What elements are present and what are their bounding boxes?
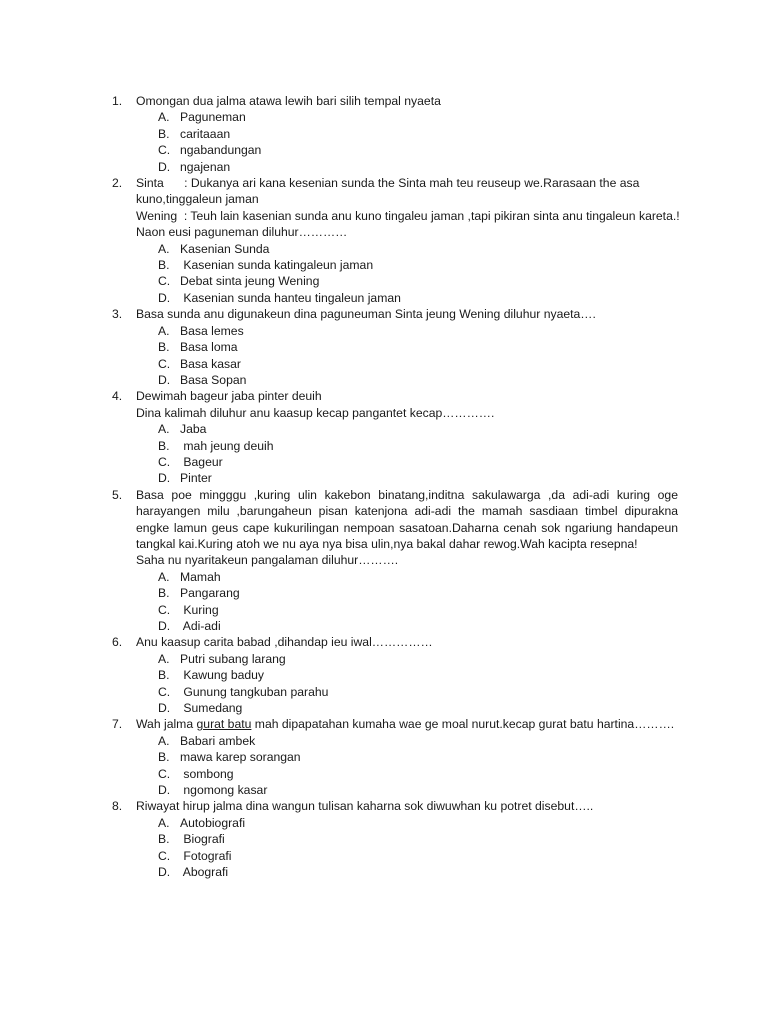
option-list: [158, 815, 678, 881]
option-list: [158, 323, 678, 389]
option-text: mawa karep sorangan: [180, 750, 301, 765]
question-number: 2.: [112, 176, 123, 191]
option-letter: A.: [158, 110, 170, 125]
option-d: [158, 159, 678, 175]
option-letter: C.: [158, 766, 171, 781]
option-list: [158, 651, 678, 717]
option-text: Basa loma: [180, 340, 238, 355]
question-number: 8.: [112, 799, 123, 814]
option-letter: D.: [158, 865, 171, 880]
option-text: sombong: [180, 766, 234, 781]
option-letter: D.: [158, 290, 171, 305]
question-6: [0, 634, 768, 716]
option-b: [158, 667, 678, 683]
option-text: Kasenian sunda katingaleun jaman: [180, 258, 374, 273]
option-letter: C.: [158, 356, 171, 371]
option-letter: B.: [158, 750, 170, 765]
option-list: [158, 733, 678, 799]
option-c: [158, 848, 678, 864]
option-text: ngajenan: [180, 159, 231, 174]
option-letter: C.: [158, 684, 171, 699]
option-c: [158, 356, 678, 372]
option-letter: C.: [158, 454, 171, 469]
question-number: 3.: [112, 307, 123, 322]
option-text: Gunung tangkuban parahu: [180, 684, 329, 699]
option-text: Biografi: [180, 832, 225, 847]
option-a: [158, 241, 678, 257]
option-letter: B.: [158, 586, 170, 601]
question-7: [0, 716, 768, 798]
option-text: mah jeung deuih: [180, 438, 274, 453]
option-letter: D.: [158, 619, 171, 633]
option-letter: D.: [158, 783, 171, 798]
option-list: [158, 241, 678, 307]
option-text: Debat sinta jeung Wening: [180, 274, 320, 289]
option-a: [158, 651, 678, 667]
option-letter: B.: [158, 438, 170, 453]
option-text: Putri subang larang: [180, 651, 286, 666]
option-text: Pangarang: [180, 586, 240, 601]
question-text: Naon eusi paguneman diluhur…………: [136, 225, 348, 240]
option-text: Babari ambek: [180, 733, 256, 748]
option-text: Abografi: [180, 865, 229, 880]
question-2: [0, 175, 768, 306]
option-text: Bageur: [180, 454, 223, 469]
option-text: Fotografi: [180, 848, 232, 863]
question-3: [0, 306, 768, 388]
option-text: Autobiografi: [180, 815, 246, 830]
option-text: Jaba: [180, 422, 207, 437]
question-text: Dina kalimah diluhur anu kaasup kecap pangantet kecap………….: [136, 405, 495, 420]
option-text: caritaaan: [180, 126, 231, 141]
option-c: [158, 142, 678, 158]
option-d: [158, 782, 678, 798]
option-letter: A.: [158, 815, 170, 830]
option-letter: A.: [158, 241, 170, 256]
option-b: [158, 831, 678, 847]
question-number: 5.: [112, 487, 123, 502]
option-text: ngomong kasar: [180, 783, 268, 798]
option-c: [158, 454, 678, 470]
option-c: [158, 602, 678, 618]
dialogue-line-sinta-continued: kuno,tinggaleun jaman: [136, 192, 259, 207]
option-text: Basa kasar: [180, 356, 241, 371]
option-letter: B.: [158, 668, 170, 683]
option-letter: B.: [158, 258, 170, 273]
question-4: [0, 388, 768, 486]
option-b: [158, 126, 678, 142]
option-a: [158, 815, 678, 831]
question-text: Basa sunda anu digunakeun dina paguneuman Sinta jeung Wening diluhur nyaeta….: [136, 307, 596, 322]
option-b: [158, 585, 678, 601]
option-b: [158, 438, 678, 454]
option-letter: A.: [158, 422, 170, 437]
option-list: [158, 109, 678, 175]
question-number: 6.: [112, 635, 123, 650]
option-list: [158, 421, 678, 487]
option-letter: D.: [158, 159, 171, 174]
option-text: Paguneman: [180, 110, 246, 125]
option-letter: B.: [158, 126, 170, 141]
option-a: [158, 733, 678, 749]
question-sentence: Dewimah bageur jaba pinter deuih: [136, 389, 322, 404]
question-number: 7.: [112, 717, 123, 732]
option-list: [158, 569, 678, 635]
question-text: Riwayat hirup jalma dina wangun tulisan kaharna sok diwuwhan ku potret disebut…..: [136, 799, 594, 814]
option-text: Pinter: [180, 471, 212, 486]
question-8: [0, 798, 768, 880]
option-text: Mamah: [180, 569, 221, 584]
option-letter: D.: [158, 701, 171, 716]
question-list: [0, 93, 768, 881]
option-c: [158, 273, 678, 289]
option-letter: A.: [158, 733, 170, 748]
option-d: [158, 864, 678, 880]
option-d: [158, 290, 678, 306]
option-text: Sumedang: [180, 701, 243, 716]
option-letter: C.: [158, 848, 171, 863]
question-text: Anu kaasup carita babad ,dihandap ieu iwal……………: [136, 635, 433, 650]
option-a: [158, 421, 678, 437]
option-text: ngabandungan: [180, 143, 262, 158]
question-text-end: mah dipapatahan kumaha wae ge moal nurut.kecap gurat batu hartina……….: [251, 717, 675, 732]
option-d: [158, 372, 678, 388]
option-b: [158, 749, 678, 765]
option-letter: C.: [158, 143, 171, 158]
option-text: Adi-adi: [180, 619, 221, 633]
option-c: [158, 766, 678, 782]
question-text-start: Wah jalma: [136, 717, 197, 732]
option-d: [158, 700, 678, 716]
option-b: [158, 257, 678, 273]
option-text: Basa Sopan: [180, 372, 247, 387]
question-5: [0, 487, 768, 635]
dialogue-line-wening: Wening : Teuh lain kasenian sunda anu kuno tingaleu jaman ,tapi pikiran sinta anu tingaleun kareta.!: [136, 208, 680, 223]
option-text: Kawung baduy: [180, 668, 265, 683]
option-letter: A.: [158, 569, 170, 584]
option-letter: A.: [158, 323, 170, 338]
option-a: [158, 109, 678, 125]
option-d: [158, 618, 678, 634]
story-paragraph: Basa poe mingggu ,kuring ulin kakebon binatang,inditna sakulawarga ,da adi-adi kuring oge harayangen milu ,barungaheun pisan katenjona adi-adi the mamah sasdiaan timbel dipurakna engke lamun geus cape kukurilingan nempoan sasatoan.Daharna cenah sok ngariung handapeun tangkal kai.Kuring atoh we nu aya nya bisa ulin,nya bakal dahar rewog.Wah kacipta resepna!: [136, 487, 678, 551]
question-number: 1.: [112, 94, 123, 108]
option-letter: D.: [158, 372, 171, 387]
option-a: [158, 323, 678, 339]
question-text: Saha nu nyaritakeun pangalaman diluhur……….: [136, 553, 399, 568]
option-d: [158, 470, 678, 486]
option-letter: A.: [158, 651, 170, 666]
option-letter: B.: [158, 340, 170, 355]
question-text: [136, 716, 678, 732]
option-c: [158, 684, 678, 700]
underlined-phrase: gurat batu: [196, 717, 252, 732]
option-letter: D.: [158, 471, 171, 486]
option-letter: C.: [158, 274, 171, 289]
option-text: Kuring: [180, 602, 219, 617]
option-a: [158, 569, 678, 585]
option-letter: B.: [158, 832, 170, 847]
question-text: Omongan dua jalma atawa lewih bari silih tempal nyaeta: [136, 94, 441, 108]
dialogue-line-sinta: Sinta : Dukanya ari kana kesenian sunda the Sinta mah teu reuseup we.Rarasaan the asa: [136, 176, 640, 191]
option-text: Kasenian Sunda: [180, 241, 270, 256]
option-letter: C.: [158, 602, 171, 617]
option-text: Kasenian sunda hanteu tingaleun jaman: [180, 290, 401, 305]
option-b: [158, 339, 678, 355]
question-1: [0, 93, 768, 175]
question-number: 4.: [112, 389, 123, 404]
option-text: Basa lemes: [180, 323, 244, 338]
